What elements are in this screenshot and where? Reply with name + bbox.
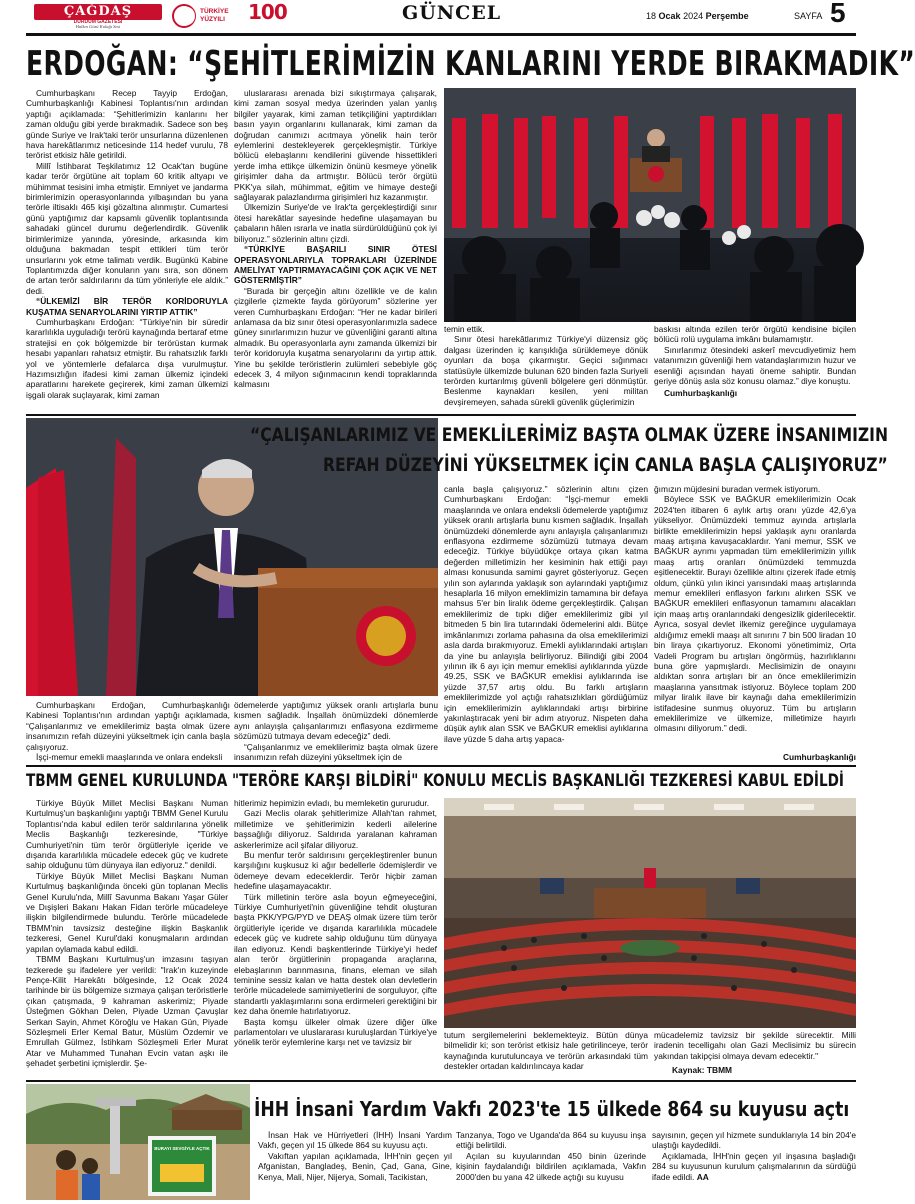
date-day: 18: [646, 11, 657, 21]
parliament-illustration: [444, 798, 856, 1028]
article2-col4: [654, 484, 856, 752]
article4-col1-p2: Vakıftan yapılan açıklamada, İHH'nin geçen yıl Afganistan, Bangladeş, Benin, Çad, Gana, Gine, Kenya, Mali, Nijer, Nijerya, Somali, Tacikistan,: [258, 1150, 452, 1182]
paper-logo[interactable]: [34, 4, 162, 28]
paper-name: ÇAĞDAŞ: [63, 4, 133, 19]
article1-col4-p1: baskısı altında ezilen terör örgütü kendisine biçilen bölücü rolü uygulama imkânı bulamamıştır.: [654, 324, 856, 345]
turkiye-logo-line1: TÜRKİYE: [200, 8, 229, 15]
article1-col4-p2: Sınırlarımız ötesindeki askerî mevcudiyetimiz hem vatanımızın güvenliği hem vatandaşlarımızın huzur ve esenliği açısından hayati öneme sahiptir. Bundan geriye dönüş asla söz konusu olamaz.” diye konuştu.: [654, 344, 856, 387]
issue-date: [646, 11, 749, 21]
article2-col2: [234, 700, 438, 762]
article4-headline-box: [254, 1092, 856, 1126]
article3-rule: [26, 1080, 856, 1082]
article1-col3-p2: Sınır ötesi harekâtlarımız Türkiye'yi düzensiz göç dalgası üzerinden iç karışıklığa sürüklemeye dönük oyunları da boşa çıkarmıştır. Geçici sığınmacı statüsüyle ülkemizde bulunan 620 binden fazla Suriyeli terörden kurtarılmış güvenli bölgelere geri dönmüştür. Beslenme kaynakları kesilen, yeni militan devşiremeyen, sahada sürekli güvenlik güçlerimizin: [444, 334, 648, 407]
article2-col1-p1: Cumhurbaşkanı Erdoğan, Cumhurbaşkanlığı Kabinesi Toplantısı'nın ardından yaptığı açıklamada, “Çalışanlarımız ve emeklilerimiz başta olmak üzere insanımızın refah düzeyini yükseltmek için canla başla çalışıyoruz.: [26, 700, 230, 752]
article4-col3-p1: sayısının, geçen yıl hizmete sunduklarıyla 14 bin 204'e ulaştığı kaydedildi.: [652, 1130, 856, 1151]
article2-col2-p1: ödemelerde yaptığımız yüksek oranlı artışlarla bunu kısmen sağladık. İnşallah önümüzdeki dönemlerde aynı anlayışla çalışanlarımızı enflasyona ezdirmeme sözümüzü tutmaya devam edeceğiz” dedi.: [234, 700, 438, 742]
article4-headline: İHH İnsani Yardım Vakfı 2023'te 15 ülkede 864 su kuyusu açtı: [254, 1097, 850, 1121]
cabinet-meeting-photo: [444, 88, 856, 322]
article3-col3: [444, 1030, 648, 1078]
article2-headline-line2: REFAH DÜZEYİNİ YÜKSELTMEK İÇİN CANLA BAŞLA ÇALIŞIYORUZ”: [323, 454, 888, 476]
paper-tagline: DURDUM GAZETESİ: [73, 19, 123, 25]
article4-col2-p2: Açılan su kuyularından 450 binin üzerinde kişinin faydalandığı bildirilen açıklamada, Vakfın 2000'den bu yana 42 ülkede açtığı su kuyusu: [456, 1150, 646, 1182]
article3-headline-box: [26, 768, 856, 796]
article2-col4-p2: Böylece SSK ve BAĞKUR emeklilerimizin Ocak 2024'ten itibaren 6 aylık artış oranı yüzde 42,6'ya yükseliyor. Önümüzdeki temmuz ayında artışlarla birlikte emeklilerimizin hepsi yaklaşık aynı oranlarda maaş artışına kavuşacaklardır. Yani memur, SSK ve BAĞKUR ayrımı yapmadan tüm emeklilerimizin yıllık maaş artış oranları önümüzdeki temmuzda eşitlenecektir. Burayı özellikle altını çizerek ifade etmiş oldum, çünkü yılın ikinci yarısındaki maaş artışlarında memur emeklileri enflasyon farkını alırken SSK ve BAĞKUR emeklileri enflasyonun tamamını alacakları için maaş artış oranlarındaki dengesizlik giderilecektir. Ayrıca, sosyal devlet ilkemiz gereğince uygulamaya aldığımız emekli maaşı alt sınırını 7 bin 500 liradan 10 bin liraya çıkartıyoruz. Ekonomi yönetimimiz, Orta Vadeli Program bu artışları öngörmüş, hazırlıklarını buna göre yapmışlardı. Meclisimizin de onayını aldıktan sonra artışları bir an önce emeklilerimizin maaşlarına yansıtmak istiyoruz. Böylece toplam 200 milyar liralık ilave bir kaynağı daha emeklilerimizin istifadesine sunmuş oluyoruz. Tüm bu artışların emeklilerimize ve ülkemize, milletimize hayırlı olmasını diliyorum.” dedi.: [654, 494, 856, 734]
page-number: 5: [830, 0, 846, 28]
article2-col3-p1: canla başla çalışıyoruz.” sözlerinin altını çizen Cumhurbaşkanı Erdoğan: “İşçi-memur emekli maaşlarında ve onlara endeksli ödemelerde yaptığımız yüksek oranlı artışlarla bunu kısmen sağladık. İnşallah önümüzdeki dönemlerde aynı anlayışla çalışanlarımızı enflasyona ezdirmeme sözümüzü tutmaya devam edeceğiz. Türkiye büyüdükçe ortaya çıkan katma değerden milletimizin her kesiminin hak ettiği payı alması konusunda samimi gayret gösteriyoruz. Geçen yılın son aylarında yaklaşık son aylarındaki yaptığımız hesaplarla 16 milyon emeklimizin tamamına bir defaya mahsus 5'er bin liralık ödeme gerçekleştirdik. Çalışan emeklilerimiz de tıpkı diğer emeklilerimiz gibi yıl bitmeden 5 bin lira tutarındaki ödemelerini aldı. Bütçe imkânlarımızı zorlama pahasına da olsa emeklilerimizi asla darda bırakmıyoruz. Emekli aylıklarındaki artışları da yine bu anlayışla belirliyoruz. Bilindiği gibi 2004 yılının ilk 6 ayı için memur emeklisi aylıklarında yüzde 49.25, SSK ve BAĞKUR emeklisi aylıklarında ise yüzde 37,57 artış oldu. Bu farklı artışların emeklilerimizde yol açtığı rahatsızlıkları gördüğümüz için emeklilerimizin aylıklarındaki artışı birbirine yakınlaştıracak yeni bir adım atıyoruz. Nispeten daha düşük aylık alan SSK ve BAĞKUR emeklisi aylıklarına ilave yüzde 5 daha artış yapaca-: [444, 484, 648, 744]
article4-col2-p1: Tanzanya, Togo ve Uganda'da 864 su kuyusu inşa ettiği belirtildi.: [456, 1130, 646, 1151]
article3-headline: TBMM GENEL KURULUNDA "TERÖRE KARŞI BİLDİRİ" KONULU MECLİS BAŞKANLIĞI TEZKERESİ KABUL EDİLDİ: [26, 771, 844, 791]
article1-col3-p1: temin ettik.: [444, 324, 485, 334]
article1-col4: [654, 324, 856, 412]
paper-motto: Halkın Gözü Kulağı Sesi: [75, 24, 121, 29]
page-label: SAYFA: [794, 11, 823, 21]
date-month: Ocak: [658, 11, 681, 21]
water-well-illustration: [26, 1084, 250, 1200]
article4-col3: [652, 1130, 856, 1200]
article2-col1: [26, 700, 230, 762]
article3-source: Kaynak: TBMM: [672, 1065, 733, 1075]
article3-col2-p3: Bu menfur terör saldırısını gerçekleştirenler bunun karşılığını kuşkusuz ki ağır bedellerle ödemişlerdir ve ödemeye devam edeceklerdir. Terör hiçbir zaman hedefine ulaşamayacaktır.: [234, 850, 437, 892]
article2-headline-box: [250, 422, 888, 480]
article3-col1-p1: Türkiye Büyük Millet Meclisi Başkanı Numan Kurtulmuş'un başkanlığını yaptığı TBMM Genel Kurulu Toplantısı'nda kabul edilen terör saldırılarına yönelik Meclis Başkanlığı tezkeresinde, "Türkiye Cumhuriyeti'nin tüm terör örgütleriyle içeride ve dışarıda kararlılıkla mücadele edecek güç ve kudrete sahip olduğunu tüm dünyaya ilan ediyoruz." denildi.: [26, 798, 228, 871]
article3-col2: [234, 798, 437, 1076]
article3-col1-p2: Türkiye Büyük Millet Meclisi Başkanı Numan Kurtulmuş başkanlığında önceki gün toplanan Meclis Genel Kurulu'nda, Millî Savunma Bakanı Yaşar Güler ve Dışişleri Bakanı Hakan Fidan terörle mücadeleye ilişkin bilgilendirmede bulundu. Terörle mücadelede TBMM'nin tavsizsiz desteğine ilişkin Başkanlık tezkeresi, Genel Kurul'daki konuşmaların ardından yapılan oylamada kabul edildi.: [26, 870, 228, 954]
article1-col1: [26, 88, 228, 400]
article3-col1-p3: TBMM Başkanı Kurtulmuş'un imzasını taşıyan tezkerede şu ifadelere yer verildi: "Irak'ın kuzeyinde Pençe-Kilit Harekâtı bölgesinde, 12 Ocak 2024 tarihinde bir üs bölgemize sızmaya çalışan teröristlerle çıkan çatışmada, 9 kahraman askerimiz; Piyade Üsteğmen Gökhan Delen, Piyade Uzman Çavuşlar Serkan Sayin, Ahmet Köroğlu ve Hakan Gün, Piyade Sözleşmeli Erler Kemal Batur, Müslüm Özdemir ve Emrullah Gülmez, İstihkam Sözleşmeli Erler Murat Atar ve Muhammed Tunahan Evcin vatan aşkı ile şehadet şerbetini içmişlerdir. Şe-: [26, 954, 228, 1069]
water-well-photo: [26, 1084, 250, 1200]
masthead: [26, 0, 856, 32]
article3-col3-p1: tutum sergilemelerini beklemekteyiz. Bütün dünya bilmelidir ki; son terörist etkisiz hale getirilinceye, terör kaynağında kurutuluncaya ve terörün arkasındaki tüm destekler ortadan kaldırılıncaya kadar: [444, 1030, 648, 1072]
article1-col1-p3: Cumhurbaşkanı Erdoğan: “Türkiye'nin bir süredir kararlılıkla uyguladığı terörü kaynağında bertaraf etme stratejisi en çok bölgemizde bir terörüstan kurmak hesabı yapanları rahatsız etmiştir. Bu rahatsızlık farklı yol ve yöntemlerle defalarca dışa vurulmuştur. Hazımsızlığın ifadesi kimi zaman ülkemiz içindeki aparatlarını harekete geçirerek, kimi zaman ülkemizi işgali olarak suçlayarak, kimi zaman: [26, 316, 228, 400]
masthead-rule: [26, 33, 856, 36]
date-weekday: Perşembe: [705, 11, 749, 21]
article3-col2-p5: Başta komşu ülkeler olmak üzere diğer ülke parlamentoları ve uluslararası kuruluşlardan Türkiye'ye yönelik terör eylemlerine karşı net ve tavizsiz bir: [234, 1016, 438, 1048]
article3-col4-p1: mücadelemiz tavizsiz bir şekilde sürecektir. Milli iradenin tecelligahı olan Gazi Meclisimiz bu sürecin yakından takipçisi olmaya devam edecektir.": [654, 1030, 856, 1061]
article2-signature: Cumhurbaşkanlığı: [782, 752, 856, 762]
turkiye-logo-line2: YÜZYILI: [200, 16, 225, 23]
article1-headline: ERDOĞAN: “ŞEHİTLERİMİZİN KANLARINI YERDE BIRAKMADIK”: [26, 44, 915, 84]
article1-col1-p1: Cumhurbaşkanı Recep Tayyip Erdoğan, Cumhurbaşkanlığı Kabinesi Toplantısı'nın ardından yaptığı açıklamada: “Şehitlerimizin kanlarını her zaman olduğu gibi yerde bırakmadık. Sadece son beş günde Suriye ve Irak'taki terör unsurlarına düzenlenen hava harekâtlarımız neticesinde 114 hedef vurulu, 78 terörist etkisiz hâle getirildi.: [26, 88, 228, 161]
article2-rule: [26, 765, 856, 767]
centenary-number: 100: [248, 0, 287, 24]
article3-col2-p4: Türk milletinin teröre asla boyun eğmeyeceğini, Türkiye Cumhuriyeti'nin güvenliğine tehdit oluşturan başta PKK/YPG/PYD ve DEAŞ olmak üzere tüm terör örgütleriyle içeride ve dışarıda kararlılıkla mücadele edecek güç ve kudrete sahip olduğunu tüm dünyaya ilan ediyoruz. Kendi başkentlerinde Türkiye'yi hedef alan terör örgütlerinin propaganda araçlarına, elebaşlarının barınmasına, finans, eleman ve silah teminine sessiz kalan ve hatta destek olan devletlerin terörle mücadelede samimiyetlerini de sorguluyor, çifte standartlı yaklaşımlarını sona erdirmeleri gerektiğini bir kez daha önemle hatırlatıyoruz.: [234, 891, 437, 1017]
article1-subheading2: “TÜRKİYE BAŞARILI SINIR ÖTESİ OPERASYONLARIYLA TOPRAKLARI ÜZERİNDE AMELİYAT YAPTIRMAYACAĞINI ÇOK AÇIK VE NET GÖSTERMİŞTİR”: [234, 244, 437, 286]
article3-col2-p2: Gazi Meclis olarak şehitlerimize Allah'tan rahmet, milletimize ve şehitlerimizin kederli ailelerine başsağlığı diliyoruz. Saldırıda yaralanan kahraman askerlerimize acil şifalar diliyoruz.: [234, 808, 437, 850]
article2-col2-p2: “Çalışanlarımız ve emeklilerimiz başta olmak üzere insanımızın refah düzeyini yükseltmek için de: [234, 741, 438, 763]
article2-col3: [444, 484, 648, 760]
parliament-photo: [444, 798, 856, 1028]
centenary-logo: [248, 2, 296, 28]
article4-col1-p1: İnsan Hak ve Hürriyetleri (İHH) İnsani Yardım Vakfı, geçen yıl 15 ülkede 864 su kuyusu açtı.: [258, 1130, 452, 1151]
article3-col2-p1: hitlerimiz hepimizin evladı, bu memleketin gururudur.: [234, 798, 430, 808]
article4-col2: [456, 1130, 646, 1200]
article4-signature: AA: [696, 1171, 709, 1182]
article1-col2-p2: Ülkemizin Suriye'de ve Irak'ta gerçekleştirdiği sınır ötesi harekâtlar sayesinde hedefine ulaşamayan bu çabaların hâlen ısrarla ve inatla sürdürüldüğünü çok iyi biliyoruz.” sözlerinin altını çizdi.: [234, 202, 437, 244]
article2-headline-line1: “ÇALIŞANLARIMIZ VE EMEKLİLERİMİZ BAŞTA OLMAK ÜZERE İNSANIMIZIN: [250, 424, 888, 446]
article1-col3: [444, 324, 648, 412]
article2-col4-p1: ğımızın müjdesini buradan vermek istiyorum.: [654, 484, 821, 494]
section-name: GÜNCEL: [402, 2, 502, 24]
turkiye-yuzyili-logo: [172, 3, 242, 29]
date-year: 2024: [683, 11, 704, 21]
article1-col2: [234, 88, 437, 388]
article3-col1: [26, 798, 228, 1076]
article2-col1-p2: İşçi-memur emekli maaşlarında ve onlara endeksli: [36, 752, 223, 763]
article3-col4: [654, 1030, 856, 1064]
cabinet-meeting-illustration: [444, 88, 856, 322]
article1-subheading1: “ÜLKEMİZİ BİR TERÖR KORİDORUYLA KUŞATMA SENARYOLARINI YIRTIP ATTIK”: [26, 296, 228, 317]
article1-signature: Cumhurbaşkanlığı: [664, 388, 738, 399]
water-well-sign-text: BURAYI SEVGİYLE AÇTIK: [154, 1146, 210, 1151]
article1-rule: [26, 414, 856, 416]
article4-col3-p2: Açıklamada, İHH'nin geçen yıl inşasına başladığı 284 su kuyusunun kurulum çalışmalarının da sürdüğü ifade edildi.: [652, 1150, 856, 1182]
article1-col2-p3: “Burada bir gerçeğin altını özellikle ve de kalın çizgilerle çizmekte fayda görüyorum” sözlerine yer veren Cumhurbaşkanı Erdoğan: “Her ne kadar birileri anlamasa da biz sınır ötesi operasyonlarımızla sadece güney sınırlarımızın huzur ve güvenliğini garanti altına almadık. Bu operasyonlarla aynı zamanda ülkemizi bir terör koridoruyla kuşatma senaryolarını da yırtıp attık. Yine bu şekilde teröristlerin zulümleri sebebiyle göç edecek 3, 4 milyon sığınmacının kendi topraklarında kalmasını: [234, 285, 437, 390]
article4-col1: [258, 1130, 452, 1200]
article1-headline-box: [26, 42, 915, 86]
article1-col2-p1: uluslararası arenada bizi sıkıştırmaya çalışarak, kimi zaman sosyal medya üzerinden yalan yanlış bilgiler yayarak, kimi zaman tetikçiliğini yaptırdıkları basın yayın organlarını kullanarak, kimi zaman da doğrudan canımızı acıtmaya yönelik hain terör eylemlerini destekleyerek gerçekleşmiştir. Türkiye bölücü elebaşlarını kendilerini güvende hissettikleri yerde imha ettikçe ülkemizin önünü kesmeye yönelik girişimler daha da artmıştır. Bölücü terör örgütü PKK'ya silah, mühimmat, eğitim ve himaye desteği sağlayarak palazlandırma girişimleri hız kazanmıştır.: [234, 88, 437, 203]
article1-col1-p2: Millî İstihbarat Teşkilatımız 12 Ocak'tan bugüne kadar terör örgütüne ait toplam 60 kritik altyapı ve mühimmat tesisini imha etmiştir. Emniyet ve jandarma birimlerimizin operasyonlarında yılbaşından bu yana terörle iltisaklı 465 kişi gözaltına alınmıştır. Cumartesi günü yaptığımız dar kapsamlı güvenlik toplantısında sahadaki güncel durumu değerlendirdik. Güvenlik birimlerimize yanında, yöresinde, arkasında kim olduğuna bakmadan tespit ettikleri tüm terör unsurlarını yok etme talimatı verdik. Bugünkü Kabine Toplantımızda diğer konuların yanı sıra, son dönem de artan terör saldırılarını da tüm yönleriyle ele aldık.” dedi.: [26, 160, 228, 296]
